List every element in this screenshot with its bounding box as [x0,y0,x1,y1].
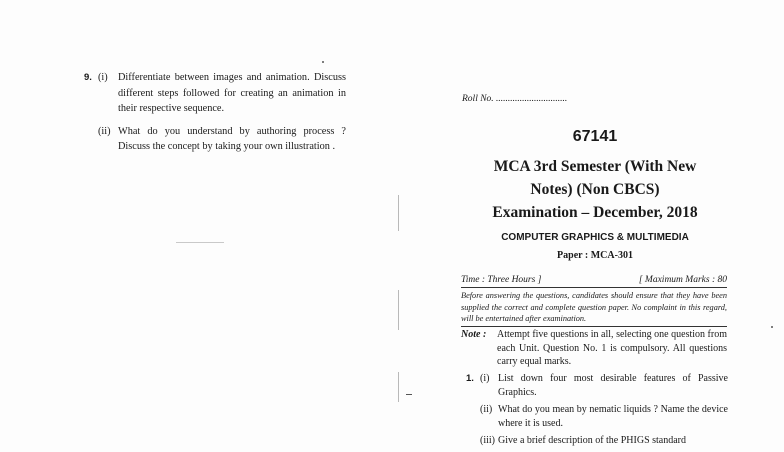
subject-title: COMPUTER GRAPHICS & MULTIMEDIA [501,232,689,243]
question-1-parts [480,372,728,452]
part-text: Give a brief description of the PHIGS standard [498,435,687,447]
course-title-line: Examination – December, 2018 [492,204,698,221]
paper-code: 67141 [572,128,618,145]
part-text: List down four most desirable features of Passive Graphics. [498,373,728,398]
course-title [455,155,735,224]
note-label: Note : [461,329,487,340]
question-9 [84,70,346,162]
question-number: 9. [84,72,92,83]
scan-speck [322,61,324,63]
course-title-line: Notes) (Non CBCS) [530,181,660,198]
question-number: 1. [466,373,474,384]
question-1-part-iii [480,434,728,448]
part-marker: (ii) [98,125,111,137]
page-fold-line [398,290,399,330]
part-marker: (iii) [480,435,495,447]
question-1 [466,372,728,452]
scan-speck [771,326,773,328]
time-allowed: Time : Three Hours ] [461,275,542,285]
question-9-part-i [98,70,346,117]
maximum-marks: [ Maximum Marks : 80 [638,275,727,285]
page-fold-line [398,195,399,231]
part-text: What do you mean by nematic liquids ? Name the device where it is used. [498,404,728,429]
question-1-part-i [480,372,728,399]
question-1-part-ii [480,403,728,430]
time-marks-line [461,275,727,288]
scan-speck [406,394,412,395]
paper-number: Paper : MCA-301 [557,250,633,261]
part-text: Differentiate between images and animation. Discuss different steps followed for creating an animation in their respective sequence. [118,72,346,115]
part-marker: (i) [480,373,490,384]
part-text: What do you understand by authoring process ? Discuss the concept by taking your own illustration . [118,125,346,153]
question-1-row [466,372,728,452]
roll-number-field: Roll No. .............................. [462,94,568,104]
note [461,328,727,369]
part-marker: (i) [98,72,108,83]
scan-smudge [176,242,224,243]
left-page [84,70,346,162]
candidate-instructions: Before answering the questions, candidates should ensure that they have been supplied the correct and complete question paper. No complaint in this regard, will be entertained after examination. [461,290,727,327]
question-9-parts [98,70,346,162]
page-fold-line [398,372,399,402]
part-marker: (ii) [480,404,493,416]
course-title-line: MCA 3rd Semester (With New [493,158,697,175]
note-text: Attempt five questions in all, selecting one question from each Unit. Question No. 1 is compulsory. All questions carry equal marks. [497,329,727,368]
question-9-part-ii [98,124,346,155]
